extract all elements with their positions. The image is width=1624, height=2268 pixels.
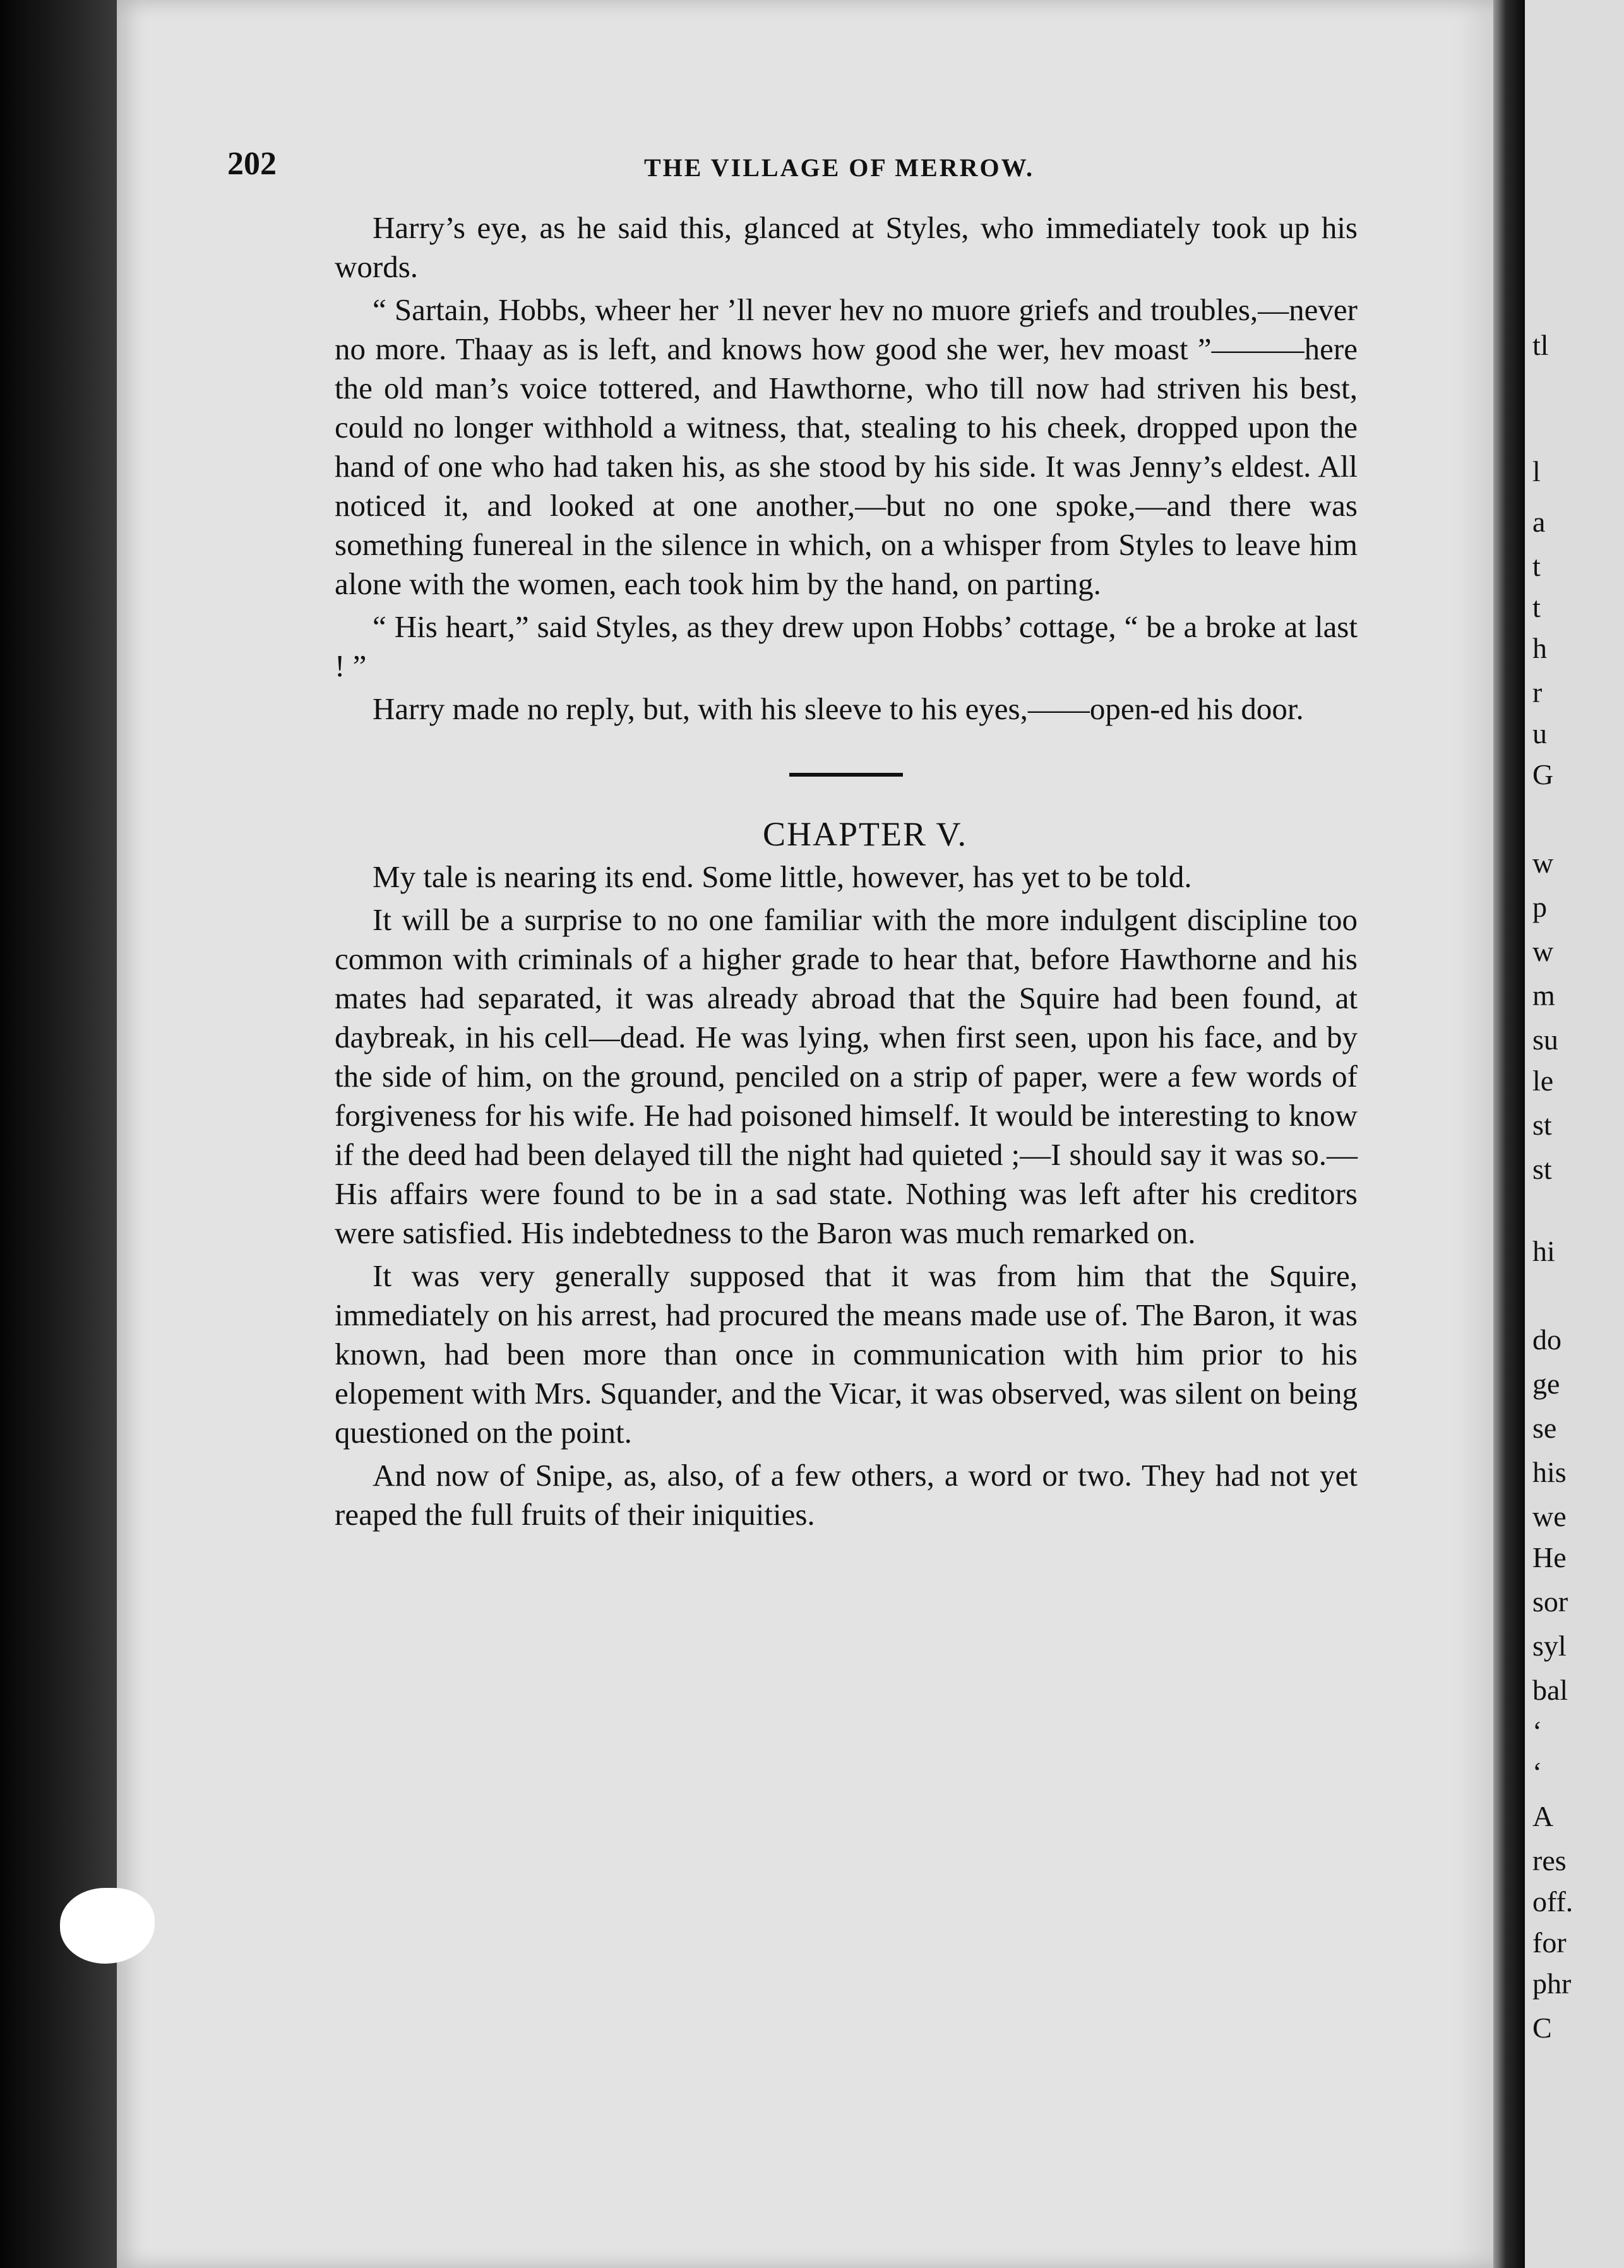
adjacent-text-fragment: m	[1532, 979, 1555, 1012]
adjacent-text-fragment: hi	[1532, 1235, 1555, 1267]
page-gutter	[1493, 0, 1525, 2268]
chapter-heading: CHAPTER V.	[762, 815, 968, 853]
adjacent-text-fragment: sor	[1532, 1585, 1568, 1618]
adjacent-text-fragment: his	[1532, 1456, 1567, 1488]
paragraph: Harry made no reply, but, with his sleeve to his eyes,——open-ed his door.	[373, 691, 1304, 726]
adjacent-text-fragment: le	[1532, 1065, 1554, 1097]
page-number: 202	[227, 146, 277, 182]
paragraph: My tale is nearing its end. Some little, however, has yet to be told.	[373, 859, 1192, 894]
adjacent-text-fragment: h	[1532, 632, 1547, 664]
adjacent-text-fragment: r	[1532, 676, 1543, 708]
adjacent-text-fragment: w	[1532, 935, 1554, 967]
adjacent-text-fragment: se	[1532, 1412, 1557, 1444]
adjacent-text-fragment: st	[1532, 1153, 1552, 1185]
paragraph: “ His heart,” said Styles, as they drew upon Hobbs’ cottage, “ be a broke at last ! ”	[335, 609, 1358, 683]
adjacent-text-fragment: syl	[1532, 1630, 1567, 1662]
adjacent-text-fragment: l	[1532, 455, 1541, 487]
adjacent-page	[1525, 0, 1624, 2268]
adjacent-text-fragment: st	[1532, 1109, 1552, 1141]
adjacent-text-fragment: bal	[1532, 1674, 1568, 1706]
adjacent-text-fragment: off.	[1532, 1885, 1573, 1918]
adjacent-text-fragment: for	[1532, 1926, 1567, 1959]
adjacent-text-fragment: tl	[1532, 329, 1549, 361]
adjacent-text-fragment: ge	[1532, 1368, 1560, 1400]
adjacent-text-fragment: p	[1532, 891, 1547, 923]
paragraph: And now of Snipe, as, also, of a few others, a word or two. They had not yet reaped the full fruits of their iniquities.	[335, 1458, 1358, 1532]
body-text	[335, 208, 1358, 1538]
adjacent-text-fragment: su	[1532, 1024, 1558, 1056]
adjacent-text-fragment: He	[1532, 1541, 1567, 1573]
paragraph: It will be a surprise to no one familiar with the more indulgent discipline too common with criminals of a higher grade to hear that, before Hawthorne and his mates had separated, it was already abroad that the Squire had been found, at daybreak, in his cell—dead. He was lying, when first seen, upon his face, and by the side of him, on the ground, penciled on a strip of paper, were a few words of forgiveness for his wife. He had poisoned himself. It would be interesting to know if the deed had been delayed till the night had quieted ;—I should say it was so.—His affairs were found to be in a sad state. Nothing was left after his creditors were satisfied. His indebtedness to the Baron was much remarked on.	[335, 902, 1358, 1250]
paragraph: Harry’s eye, as he said this, glanced at Styles, who immediately took up his words.	[335, 210, 1358, 284]
adjacent-text-fragment: we	[1532, 1500, 1567, 1532]
adjacent-text-fragment: do	[1532, 1323, 1561, 1356]
adjacent-text-fragment: res	[1532, 1844, 1567, 1877]
adjacent-text-fragment: u	[1532, 717, 1547, 749]
running-title: THE VILLAGE OF MERROW.	[644, 153, 1034, 182]
adjacent-text-fragment: phr	[1532, 1967, 1572, 2000]
paragraph: “ Sartain, Hobbs, wheer her ’ll never hev no muore griefs and troubles,—never no more. Thaay as is left, and knows how good she wer, hev moast ”———here the old man’s voice tottered, and Hawthorne, who till now had striven his best, could no longer withhold a witness, that, stealing to his cheek, dropped upon the hand of one who had taken his, as she stood by his side. It was Jenny’s eldest. All noticed it, and looked at one another,—but no one spoke,—and there was something funereal in the silence in which, on a whisper from Styles to leave him alone with the women, each took him by the hand, on parting.	[335, 292, 1358, 601]
paragraph: It was very generally supposed that it was from him that the Squire, immediately on his arrest, had procured the means made use of. The Baron, it was known, had been more than once in communication with him prior to his elopement with Mrs. Squander, and the Vicar, it was observed, was silent on being questioned on the point.	[335, 1258, 1358, 1450]
adjacent-text-fragment: A	[1532, 1800, 1554, 1832]
adjacent-text-fragment: G	[1532, 758, 1554, 791]
adjacent-text-fragment: t	[1532, 550, 1541, 582]
adjacent-text-fragment: ‘	[1532, 1756, 1543, 1788]
adjacent-text-fragment: ‘	[1532, 1715, 1543, 1747]
running-head	[227, 145, 1364, 189]
adjacent-text-fragment: C	[1532, 2012, 1552, 2044]
section-rule	[789, 773, 903, 777]
adjacent-text-fragment: w	[1532, 847, 1554, 879]
adjacent-text-fragment: t	[1532, 591, 1541, 623]
adjacent-text-fragment: a	[1532, 506, 1546, 538]
